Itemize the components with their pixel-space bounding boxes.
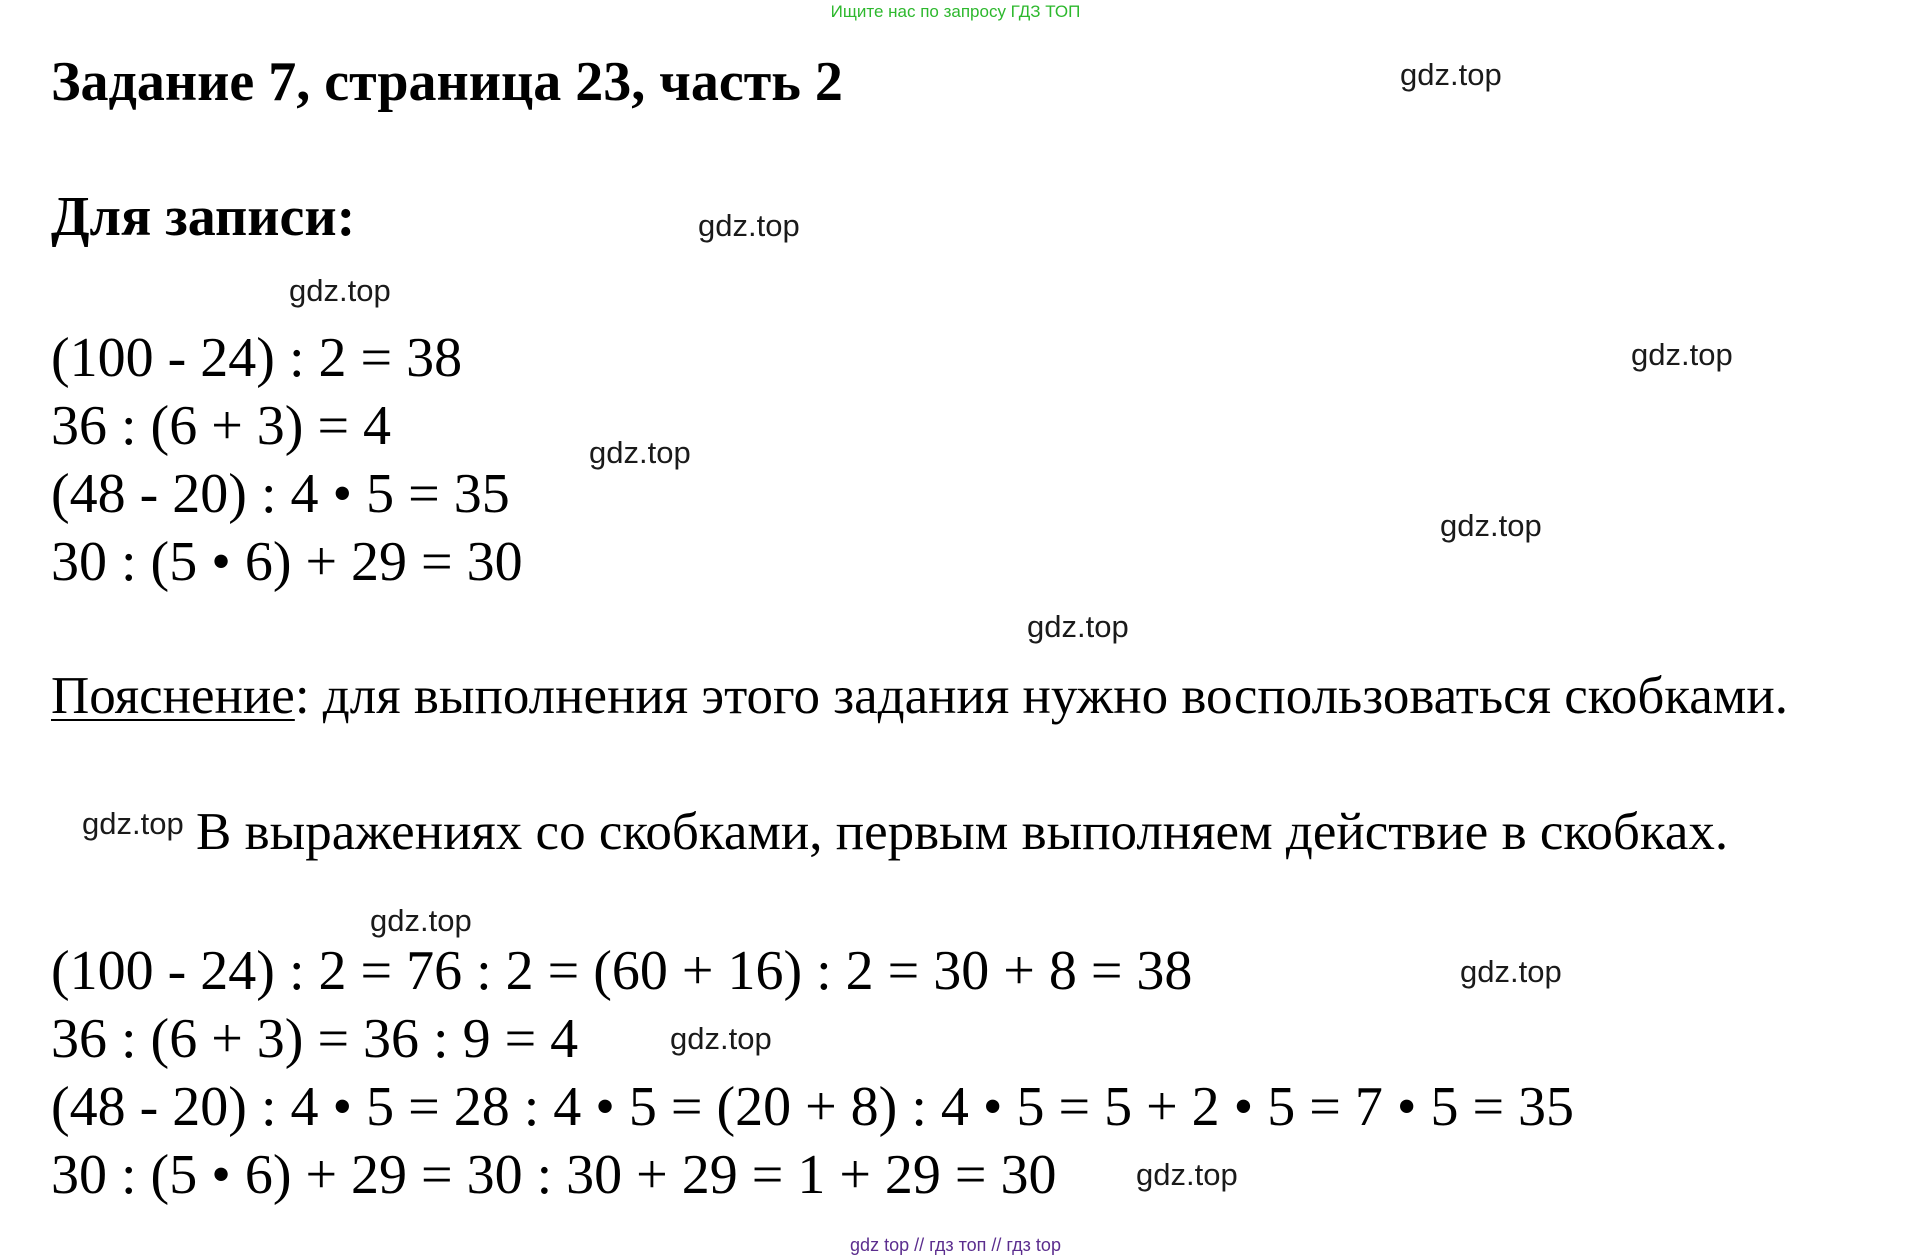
rule-paragraph: В выражениях со скобками, первым выполняем действие в скобках. xyxy=(196,803,1729,861)
record-equation-1: (100 - 24) : 2 = 38 xyxy=(51,327,463,389)
solution-equation-1: (100 - 24) : 2 = 76 : 2 = (60 + 16) : 2 = 30 + 8 = 38 xyxy=(51,940,1193,1002)
record-equation-3: (48 - 20) : 4 • 5 = 35 xyxy=(51,463,510,525)
top-banner: Ищите нас по запросу ГДЗ ТОП xyxy=(830,2,1081,21)
explanation-paragraph xyxy=(51,662,1849,730)
solution-equation-4: 30 : (5 • 6) + 29 = 30 : 30 + 29 = 1 + 29 = 30 xyxy=(51,1144,1057,1206)
watermark: gdz.top xyxy=(82,806,184,841)
record-heading: Для записи: xyxy=(51,186,356,248)
explanation-text: : для выполнения этого задания нужно воспользоваться скобками. xyxy=(294,667,1788,725)
page-title: Задание 7, страница 23, часть 2 xyxy=(51,51,843,113)
watermark: gdz.top xyxy=(589,435,691,470)
watermark: gdz.top xyxy=(289,273,391,308)
footer-links: gdz top // гдз топ // гдз top xyxy=(850,1235,1061,1255)
watermark: gdz.top xyxy=(1460,954,1562,989)
watermark: gdz.top xyxy=(1400,57,1502,92)
watermark: gdz.top xyxy=(370,903,472,938)
watermark: gdz.top xyxy=(1631,337,1733,372)
record-equation-2: 36 : (6 + 3) = 4 xyxy=(51,395,392,457)
watermark: gdz.top xyxy=(1136,1157,1238,1192)
watermark: gdz.top xyxy=(670,1021,772,1056)
explanation-label: Пояснение xyxy=(51,667,295,725)
record-equation-4: 30 : (5 • 6) + 29 = 30 xyxy=(51,531,523,593)
watermark: gdz.top xyxy=(698,208,800,243)
solution-equation-2: 36 : (6 + 3) = 36 : 9 = 4 xyxy=(51,1008,579,1070)
watermark: gdz.top xyxy=(1027,609,1129,644)
solution-equation-3: (48 - 20) : 4 • 5 = 28 : 4 • 5 = (20 + 8) : 4 • 5 = 5 + 2 • 5 = 7 • 5 = 35 xyxy=(51,1076,1575,1138)
watermark: gdz.top xyxy=(1440,508,1542,543)
